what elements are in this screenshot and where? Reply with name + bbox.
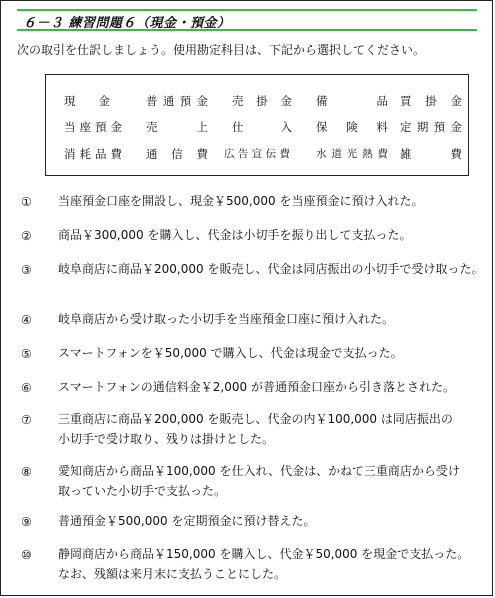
question-text [58, 461, 478, 501]
account-item: 広告宣伝費 [224, 148, 290, 160]
question-number: ⑥ [21, 381, 32, 395]
question-text [58, 377, 478, 397]
question-line: スマートフォンを￥50,000 で購入し、代金は現金で支払った。 [58, 346, 403, 360]
question-number: ④ [21, 313, 32, 327]
question-number: ② [21, 229, 32, 243]
question-text [58, 544, 478, 584]
question-line: 愛知商店から商品￥100,000 を仕入れ、代金は、かねて三重商店から受け [58, 464, 460, 478]
question-number: ⑤ [21, 347, 32, 361]
page-title: ６－３ 練習問題６（現金・預金） [23, 16, 231, 31]
question-line: 取っていた小切手で支払った。 [58, 484, 227, 498]
question-text [58, 191, 478, 211]
question-line: なお、残額は来月末に支払うことにした。 [58, 567, 287, 581]
account-item: 水道光熱費 [316, 148, 388, 160]
question-text [58, 259, 484, 279]
account-item: 定期預金 [400, 120, 462, 134]
question-number: ③ [21, 263, 32, 277]
account-item: 備 品 [316, 94, 388, 108]
question-line: 商品￥300,000 を購入し、代金は小切手を振り出して支払った。 [58, 228, 412, 242]
question-number: ⑩ [21, 548, 32, 562]
question-line: 岐阜商店から受け取った小切手を当座預金口座に預け入れた。 [58, 312, 395, 326]
account-item: 雑 費 [400, 147, 462, 161]
question-line: スマートフォンの通信料金￥2,000 が普通預金口座から引き落とされた。 [58, 380, 455, 394]
account-list-box [45, 74, 469, 176]
instruction-text: 次の取引を仕訳しましょう。使用勘定科目は、下記から選択してください。 [17, 43, 426, 57]
account-item: 通信費 [146, 147, 208, 161]
account-item: 仕 入 [232, 120, 292, 134]
account-item: 売掛金 [232, 94, 292, 108]
account-item: 保険料 [316, 120, 388, 134]
question-text [58, 225, 478, 245]
question-line: 普通預金￥500,000 を定期預金に預け替えた。 [58, 514, 316, 528]
question-line: 岐阜商店に商品￥200,000 を販売し、代金は同店振出の小切手で受け取った。 [58, 262, 484, 276]
account-item: 現 金 [64, 94, 110, 108]
question-line: 小切手で受け取り、残りは掛けとした。 [58, 432, 275, 446]
account-item: 普通預金 [146, 94, 208, 108]
question-number: ⑦ [21, 413, 32, 427]
account-item: 消耗品費 [64, 147, 122, 161]
title-bar [17, 9, 477, 31]
question-text [58, 309, 478, 329]
question-number: ⑨ [21, 515, 32, 529]
question-text [58, 343, 478, 363]
question-number: ⑧ [21, 465, 32, 479]
question-text [58, 511, 478, 531]
question-line: 静岡商店から商品￥150,000 を購入し、代金￥50,000 を現金で支払った。 [58, 547, 470, 561]
question-line: 三重商店に商品￥200,000 を販売し、代金の内￥100,000 は同店振出の [58, 412, 453, 426]
account-item: 買掛金 [400, 94, 462, 108]
question-text [58, 409, 478, 449]
question-line: 当座預金口座を開設し、現金￥500,000 を当座預金に預け入れた。 [58, 194, 424, 208]
account-item: 売 上 [146, 120, 208, 134]
question-number: ① [21, 195, 32, 209]
account-item: 当座預金 [64, 120, 122, 134]
